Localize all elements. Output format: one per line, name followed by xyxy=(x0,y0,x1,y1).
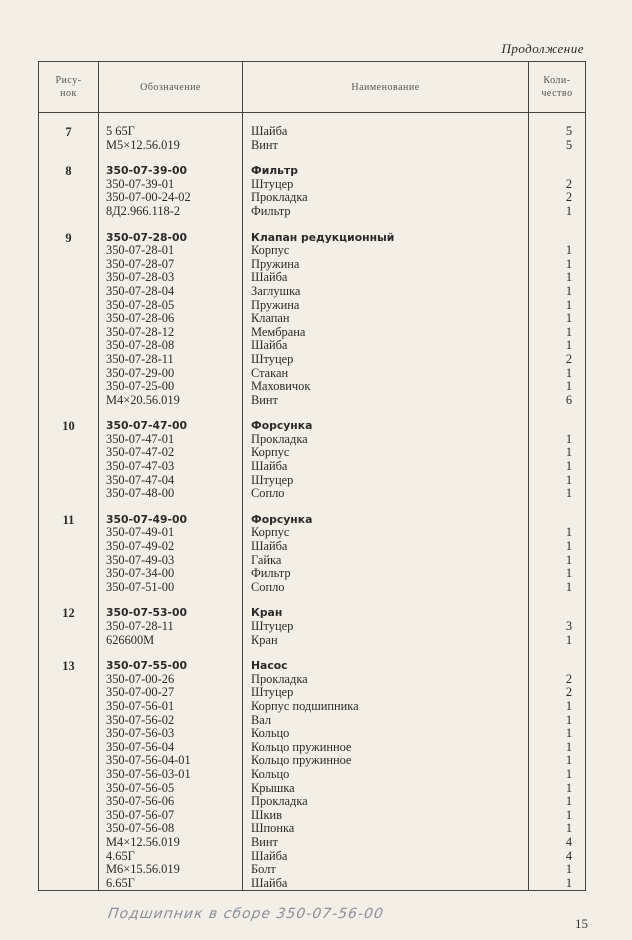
list-item: Кольцо пружинное xyxy=(251,739,352,754)
name-cell xyxy=(243,113,529,153)
list-item: 1 xyxy=(565,256,573,271)
list-item: 350-07-47-03 xyxy=(106,459,175,474)
list-item: 6.65Г xyxy=(106,875,135,890)
list-item: Прокладка xyxy=(251,190,308,205)
list-item xyxy=(553,231,585,245)
list-item xyxy=(553,606,585,620)
list-item: 350-07-53-00 xyxy=(106,606,188,620)
list-item: Крышка xyxy=(251,780,295,795)
list-item: 1 xyxy=(565,552,573,567)
table-row xyxy=(39,219,586,408)
list-item: 1 xyxy=(565,726,573,741)
header-designation: Обозначение xyxy=(99,62,243,113)
list-item: 350-07-29-00 xyxy=(106,365,175,380)
table-row xyxy=(39,647,586,891)
list-item: 350-07-28-06 xyxy=(106,311,175,326)
list-item: Прокладка xyxy=(251,794,308,809)
list-item: 350-07-28-05 xyxy=(106,297,175,312)
list-item: Кольцо xyxy=(251,766,290,781)
list-item: Шайба xyxy=(251,124,288,138)
list-item: 350-07-00-24-02 xyxy=(106,190,191,205)
table-row xyxy=(39,501,586,595)
list-item: 5 65Г xyxy=(106,124,135,138)
list-item: 350-07-28-03 xyxy=(106,270,175,285)
name-cell xyxy=(243,501,529,595)
list-item: Стакан xyxy=(251,365,289,380)
list-item: 1 xyxy=(565,712,573,727)
list-item: 1 xyxy=(565,862,573,877)
name-cell xyxy=(243,647,529,891)
list-item: Клапан редукционный xyxy=(251,230,395,244)
list-item: 350-07-56-07 xyxy=(106,807,175,822)
list-item: 1 xyxy=(565,203,573,218)
list-item: Шайба xyxy=(251,848,288,863)
list-item: 1 xyxy=(565,459,573,474)
list-item: 1 xyxy=(565,579,573,594)
list-item: 1 xyxy=(565,632,573,647)
list-item: 350-07-49-02 xyxy=(106,539,175,554)
designation-cell xyxy=(99,501,243,595)
list-item: 1 xyxy=(565,324,573,339)
list-item: 4.65Г xyxy=(106,848,135,863)
list-item: Корпус xyxy=(251,525,290,540)
quantity-cell xyxy=(529,594,586,647)
list-item: Вал xyxy=(251,712,272,727)
list-item: 4 xyxy=(565,834,573,849)
list-item: Фильтр xyxy=(251,164,298,178)
list-item: Шайба xyxy=(251,875,288,890)
list-item: 1 xyxy=(565,821,573,836)
list-item: 1 xyxy=(565,875,573,890)
list-item: Винт xyxy=(251,392,278,407)
figure-number: 11 xyxy=(39,501,99,595)
list-item: 350-07-00-26 xyxy=(106,671,175,686)
list-item: 350-07-56-06 xyxy=(106,794,175,809)
list-item: Кольцо xyxy=(251,726,290,741)
list-item: 3 xyxy=(565,619,573,633)
list-item: 350-07-28-08 xyxy=(106,338,175,353)
list-item: 350-07-00-27 xyxy=(106,685,175,700)
list-item: 350-07-51-00 xyxy=(106,579,175,594)
figure-number: 12 xyxy=(39,594,99,647)
name-cell xyxy=(243,152,529,218)
list-item: Сопло xyxy=(251,579,285,594)
list-item: 350-07-39-00 xyxy=(106,164,188,178)
figure-number: 8 xyxy=(39,152,99,218)
list-item: 1 xyxy=(565,270,573,285)
list-item: 1 xyxy=(565,525,573,540)
list-item: 8Д2.966.118-2 xyxy=(106,203,181,218)
list-item: 5 xyxy=(565,137,573,152)
list-item: Клапан xyxy=(251,311,290,326)
list-item: Кран xyxy=(251,632,278,647)
list-item: Фильтр xyxy=(251,203,291,218)
list-item: 350-07-56-04 xyxy=(106,739,175,754)
list-item: Шайба xyxy=(251,539,288,554)
list-item: Штуцер xyxy=(251,472,294,487)
list-item: 350-07-28-07 xyxy=(106,256,175,271)
list-item xyxy=(553,659,585,673)
list-item: Штуцер xyxy=(251,176,294,191)
list-item: 1 xyxy=(565,780,573,795)
list-item: Болт xyxy=(251,862,276,877)
list-item: 1 xyxy=(565,753,573,768)
list-item: 1 xyxy=(565,739,573,754)
list-item: 2 xyxy=(565,671,573,686)
list-item: 5 xyxy=(565,124,573,138)
designation-cell xyxy=(99,407,243,501)
list-item: 2 xyxy=(565,351,573,366)
list-item: Корпус xyxy=(251,243,290,258)
list-item: 1 xyxy=(565,566,573,581)
list-item: Штуцер xyxy=(251,351,294,366)
list-item: Кран xyxy=(251,606,283,620)
list-item xyxy=(553,164,585,178)
list-item: Винт xyxy=(251,137,278,152)
list-item: Прокладка xyxy=(251,671,308,686)
list-item xyxy=(553,419,585,433)
list-item: Гайка xyxy=(251,552,282,567)
list-item: 1 xyxy=(565,766,573,781)
list-item: 350-07-49-01 xyxy=(106,525,175,540)
list-item: 1 xyxy=(565,379,573,394)
list-item: 350-07-28-01 xyxy=(106,243,175,258)
figure-number: 9 xyxy=(39,219,99,408)
continuation-label: Продолжение xyxy=(501,41,584,56)
table-row xyxy=(39,407,586,501)
list-item: Фильтр xyxy=(251,566,291,581)
list-item: 350-07-56-04-01 xyxy=(106,753,191,768)
list-item: 350-07-49-00 xyxy=(106,512,188,526)
quantity-cell xyxy=(529,647,586,891)
list-item: Штуцер xyxy=(251,685,294,700)
list-item: 350-07-28-12 xyxy=(106,324,175,339)
list-item: 350-07-56-03 xyxy=(106,726,175,741)
list-item: Пружина xyxy=(251,297,300,312)
list-item: 1 xyxy=(565,794,573,809)
list-item: 1 xyxy=(565,445,573,460)
designation-cell xyxy=(99,594,243,647)
list-item: Кольцо пружинное xyxy=(251,753,352,768)
list-item: 350-07-47-00 xyxy=(106,419,188,433)
quantity-cell xyxy=(529,152,586,218)
designation-cell xyxy=(99,152,243,218)
list-item: 350-07-56-03-01 xyxy=(106,766,191,781)
list-item: Прокладка xyxy=(251,431,308,446)
list-item: 2 xyxy=(565,190,573,205)
list-item: 1 xyxy=(565,243,573,258)
table-header-row xyxy=(39,62,586,113)
list-item: 1 xyxy=(565,338,573,353)
quantity-cell xyxy=(529,219,586,408)
list-item: 350-07-28-00 xyxy=(106,230,188,244)
list-item: Сопло xyxy=(251,486,285,501)
list-item: Винт xyxy=(251,834,278,849)
list-item: 2 xyxy=(565,685,573,700)
list-item: Штуцер xyxy=(251,619,294,633)
handwritten-note: Подшипник в сборе 350-07-56-00 xyxy=(106,906,385,922)
name-cell xyxy=(243,594,529,647)
list-item: 626600М xyxy=(106,632,155,647)
list-item: 1 xyxy=(565,486,573,501)
list-item: М4×20.56.019 xyxy=(106,392,180,407)
list-item: 350-07-39-01 xyxy=(106,176,175,191)
list-item: 350-07-55-00 xyxy=(106,659,188,673)
quantity-cell xyxy=(529,113,586,153)
list-item: 2 xyxy=(565,176,573,191)
list-item: 350-07-56-05 xyxy=(106,780,175,795)
list-item: Шкив xyxy=(251,807,283,822)
list-item: 350-07-28-11 xyxy=(106,351,174,366)
list-item: 1 xyxy=(565,431,573,446)
list-item: 1 xyxy=(565,311,573,326)
list-item: 6 xyxy=(565,392,573,407)
figure-number: 7 xyxy=(39,113,99,153)
list-item: Форсунка xyxy=(251,419,313,433)
list-item: Шпонка xyxy=(251,821,295,836)
name-cell xyxy=(243,407,529,501)
list-item: Шайба xyxy=(251,270,288,285)
list-item: 350-07-48-00 xyxy=(106,486,175,501)
list-item: 350-07-56-01 xyxy=(106,698,175,713)
list-item: М5×12.56.019 xyxy=(106,137,180,152)
header-figure: Рису- нок xyxy=(39,62,99,113)
list-item: 350-07-47-01 xyxy=(106,431,175,446)
designation-cell xyxy=(99,647,243,891)
list-item: М6×15.56.019 xyxy=(106,862,180,877)
list-item: Заглушка xyxy=(251,283,301,298)
name-cell xyxy=(243,219,529,408)
figure-number: 13 xyxy=(39,647,99,891)
list-item: Пружина xyxy=(251,256,300,271)
list-item xyxy=(553,513,585,527)
list-item: Мембрана xyxy=(251,324,306,339)
list-item: 1 xyxy=(565,365,573,380)
list-item: 1 xyxy=(565,472,573,487)
quantity-cell xyxy=(529,407,586,501)
header-name: Наименование xyxy=(243,62,529,113)
list-item: Шайба xyxy=(251,338,288,353)
list-item: 1 xyxy=(565,698,573,713)
list-item: Корпус xyxy=(251,445,290,460)
header-quantity: Коли- чество xyxy=(529,62,586,113)
list-item: 350-07-25-00 xyxy=(106,379,175,394)
table-row xyxy=(39,113,586,153)
list-item: Форсунка xyxy=(251,512,313,526)
table-body xyxy=(39,113,586,891)
list-item: 350-07-49-03 xyxy=(106,552,175,567)
list-item: 1 xyxy=(565,539,573,554)
quantity-cell xyxy=(529,501,586,595)
list-item: 1 xyxy=(565,297,573,312)
list-item: 350-07-28-11 xyxy=(106,619,174,633)
figure-number: 10 xyxy=(39,407,99,501)
list-item: 350-07-56-08 xyxy=(106,821,175,836)
list-item: Корпус подшипника xyxy=(251,698,359,713)
list-item: 350-07-34-00 xyxy=(106,566,175,581)
list-item: 4 xyxy=(565,848,573,863)
page-number: 15 xyxy=(575,916,588,931)
parts-table xyxy=(38,61,586,891)
list-item: 1 xyxy=(565,283,573,298)
list-item: 350-07-47-02 xyxy=(106,445,175,460)
list-item: 350-07-28-04 xyxy=(106,283,175,298)
list-item: Маховичок xyxy=(251,379,311,394)
table-row xyxy=(39,594,586,647)
designation-cell xyxy=(99,113,243,153)
list-item: Шайба xyxy=(251,459,288,474)
table-row xyxy=(39,152,586,218)
list-item: 1 xyxy=(565,807,573,822)
designation-cell xyxy=(99,219,243,408)
list-item: М4×12.56.019 xyxy=(106,834,180,849)
list-item: 350-07-47-04 xyxy=(106,472,175,487)
list-item: Насос xyxy=(251,659,288,673)
list-item: 350-07-56-02 xyxy=(106,712,175,727)
